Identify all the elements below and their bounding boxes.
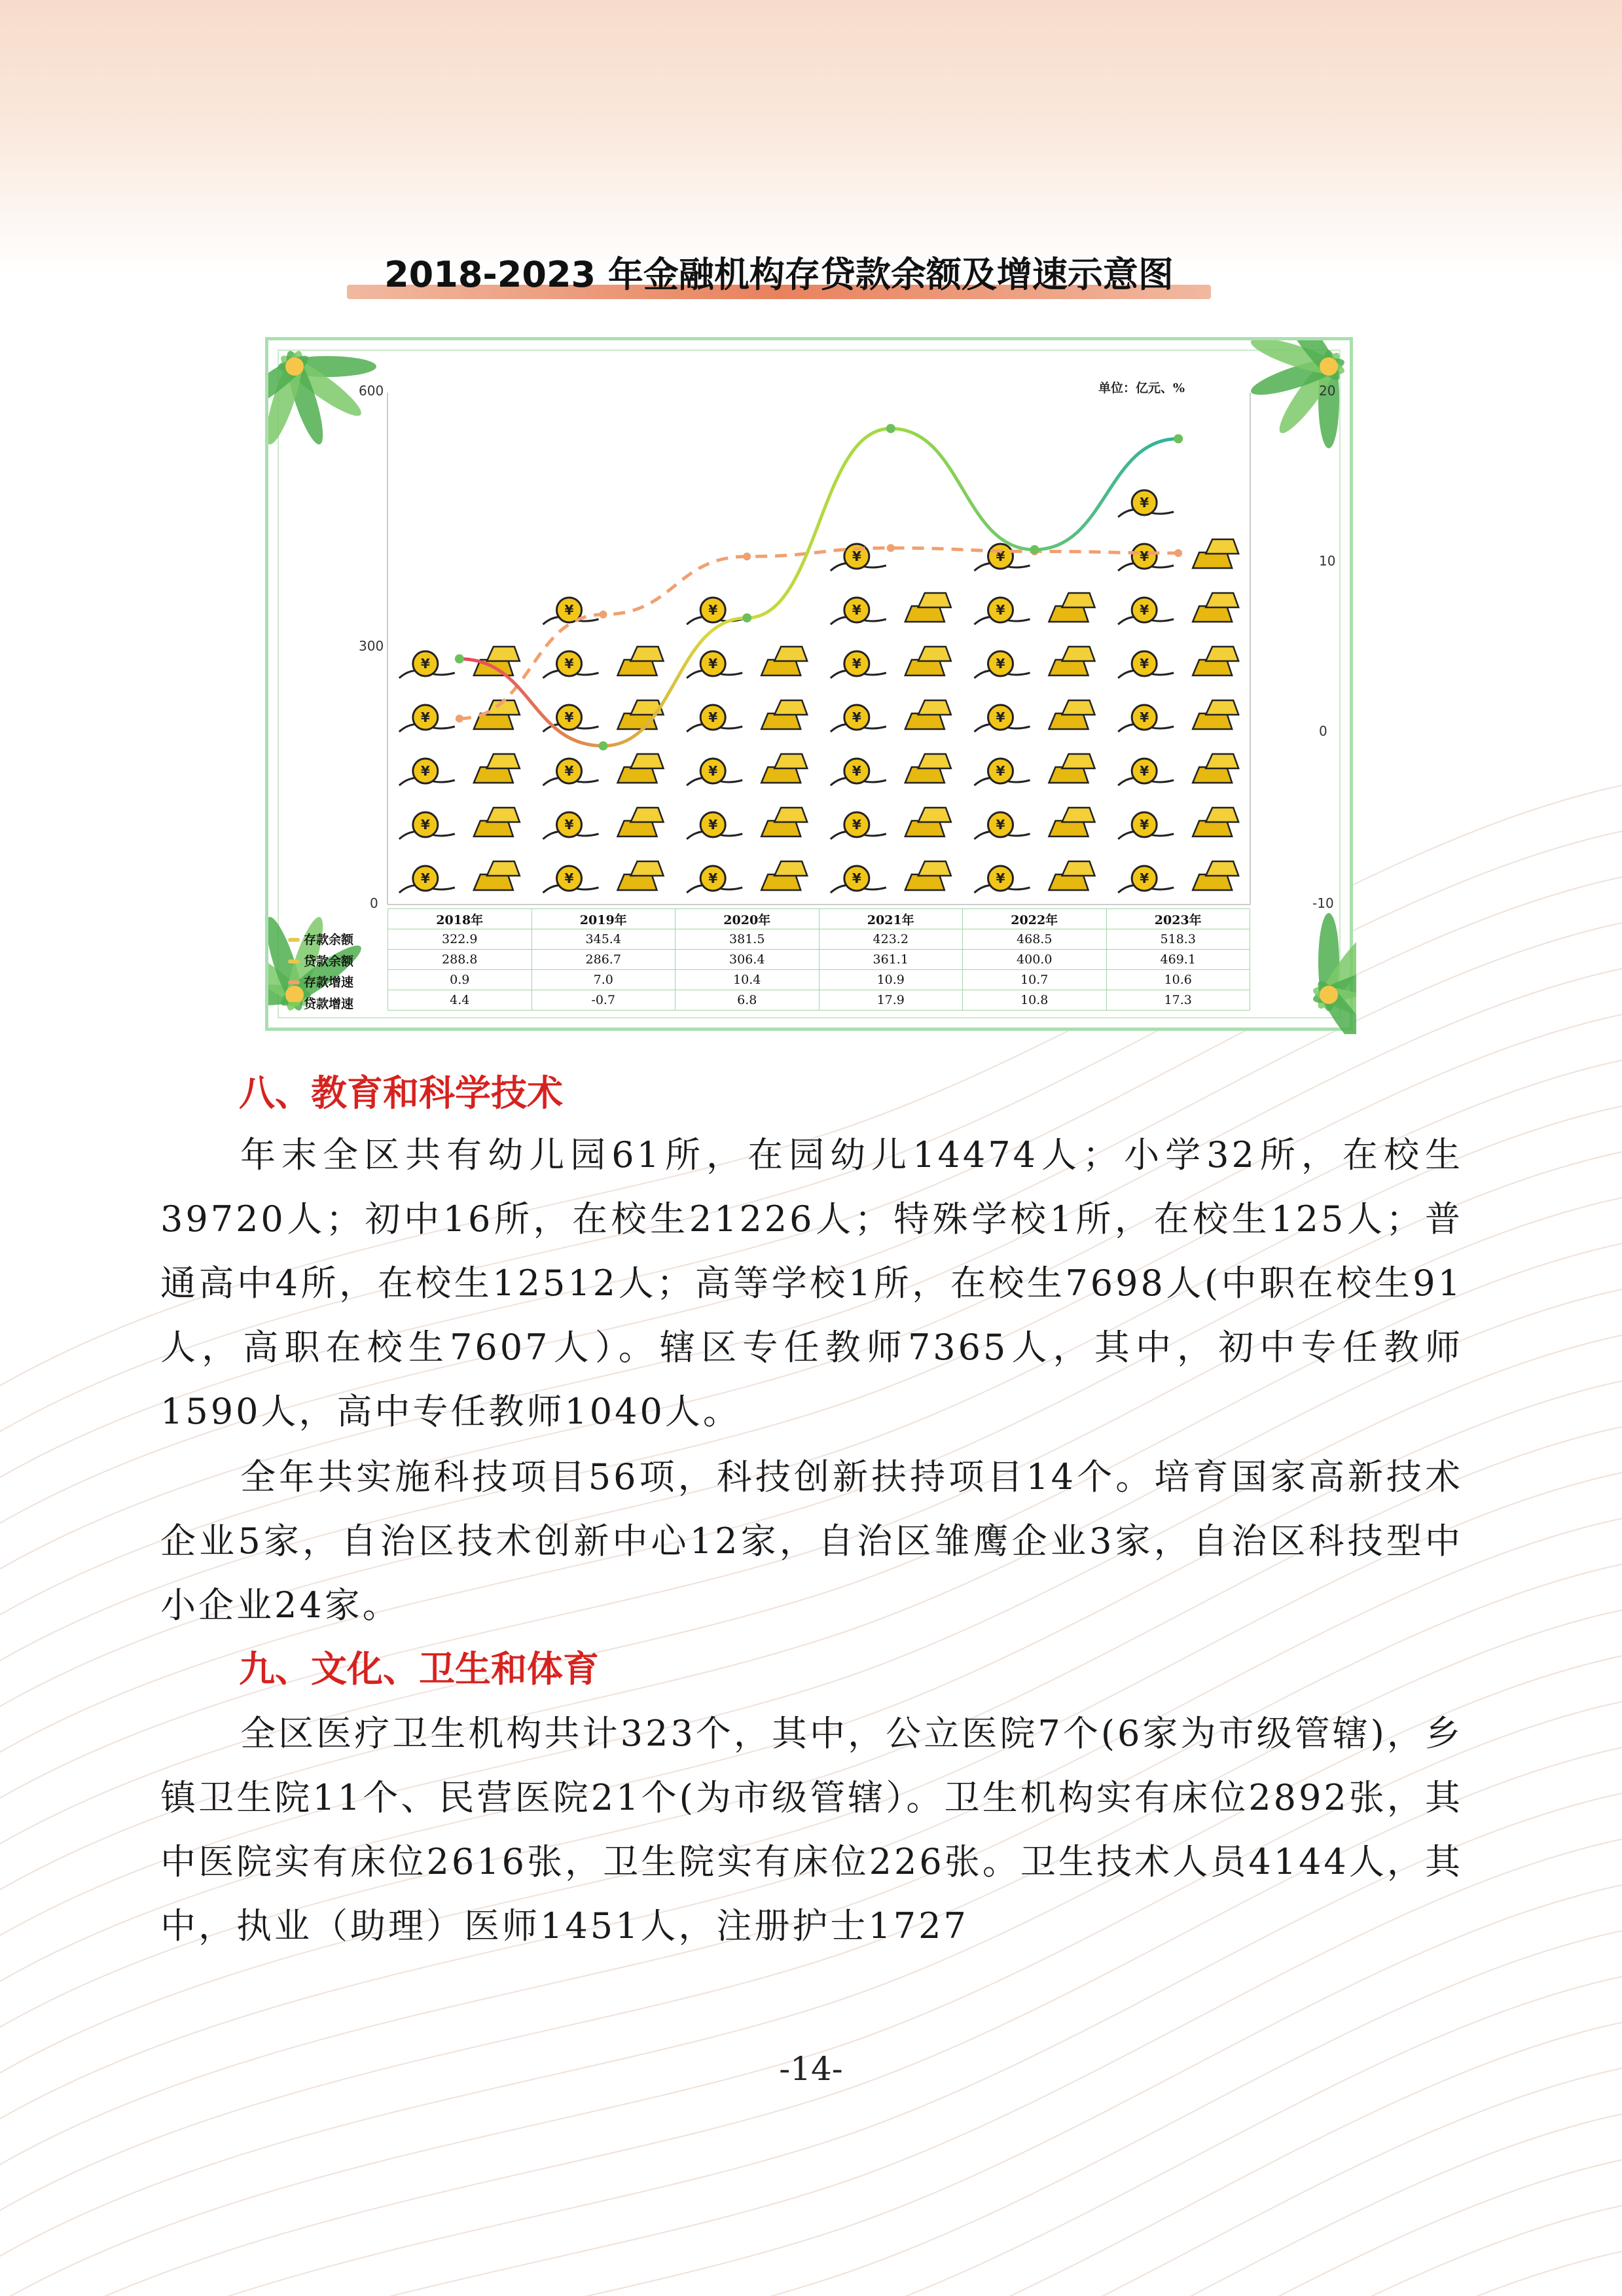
bar-loan xyxy=(761,647,807,890)
left-axis-tick: 600 xyxy=(359,383,384,399)
gold-bar-icon xyxy=(1193,713,1232,729)
yen-icon: ¥ xyxy=(852,817,861,833)
table-cell: 288.8 xyxy=(388,950,532,970)
data-point-loan-growth xyxy=(886,424,895,433)
gold-bar-icon xyxy=(631,808,664,822)
table-cell: 400.0 xyxy=(963,950,1107,970)
bar-loan xyxy=(905,593,951,890)
gold-bar-icon xyxy=(774,647,807,661)
gold-bar-icon xyxy=(1206,861,1238,876)
gold-bar-icon xyxy=(905,713,945,729)
legend-marker xyxy=(288,980,300,984)
yen-icon: ¥ xyxy=(708,709,718,725)
wave-line xyxy=(0,1977,1622,2296)
gold-bar-icon xyxy=(618,874,657,890)
gold-bar-icon xyxy=(1049,606,1089,622)
data-point-loan-growth xyxy=(742,613,751,622)
gold-bar-icon xyxy=(761,767,801,783)
yen-icon: ¥ xyxy=(996,709,1005,725)
yen-icon: ¥ xyxy=(420,656,430,672)
table-cell: 322.9 xyxy=(388,929,532,950)
chart-frame xyxy=(265,337,1353,1031)
legend-marker xyxy=(288,938,300,942)
gold-bar-icon xyxy=(918,593,951,607)
gold-bar-icon xyxy=(1062,593,1095,607)
left-axis-tick: 0 xyxy=(370,895,378,911)
yen-icon: ¥ xyxy=(852,870,861,886)
gold-bar-icon xyxy=(618,821,657,836)
section-heading-education: 八、教育和科学技术 xyxy=(239,1072,564,1114)
row-label-text: 存款增速 xyxy=(304,975,354,990)
yen-icon: ¥ xyxy=(420,817,430,833)
right-axis-tick: 0 xyxy=(1319,723,1327,739)
yen-icon: ¥ xyxy=(564,602,574,618)
table-cell: 381.5 xyxy=(676,929,820,950)
right-axis-tick: -10 xyxy=(1312,895,1334,911)
yen-icon: ¥ xyxy=(996,602,1005,618)
gold-bar-icon xyxy=(487,861,520,876)
gold-bar-icon xyxy=(918,700,951,715)
paragraph-health: 全区医疗卫生机构共计323个，其中，公立医院7个(6家为市级管辖)，乡镇卫生院11个、民营医院21个(为市级管辖）。卫生机构实有床位2892张，其中医院实有床位2616张，卫生院实有床位226张。卫生技术人员4144人，其中，执业（助理）医师1451人，注册护士1727 xyxy=(160,1713,1463,1946)
table-cell: 306.4 xyxy=(676,950,820,970)
table-header: 2019年 xyxy=(532,909,676,929)
gold-bar-icon xyxy=(1193,821,1232,836)
bar-loan xyxy=(618,647,664,890)
legend-marker xyxy=(288,960,300,963)
gold-bar-icon xyxy=(1206,647,1238,661)
yen-icon: ¥ xyxy=(1140,763,1149,779)
data-point-deposit-growth xyxy=(600,611,607,619)
yen-icon: ¥ xyxy=(1140,495,1149,511)
yen-icon: ¥ xyxy=(564,656,574,672)
yen-icon: ¥ xyxy=(852,709,861,725)
wave-line xyxy=(0,1931,1622,2296)
yen-icon: ¥ xyxy=(708,602,718,618)
gold-bar-icon xyxy=(918,754,951,768)
right-axis-tick: 10 xyxy=(1319,553,1336,569)
gold-bar-icon xyxy=(761,660,801,675)
table-row xyxy=(388,970,1250,990)
table-cell: 468.5 xyxy=(963,929,1107,950)
gold-bar-icon xyxy=(918,647,951,661)
gold-bar-icon xyxy=(474,767,513,783)
gold-bar-icon xyxy=(774,754,807,768)
table-cell: 7.0 xyxy=(532,970,676,990)
paragraph-science: 全年共实施科技项目56项，科技创新扶持项目14个。培育国家高新技术企业5家，自治区技术创新中心12家，自治区雏鹰企业3家，自治区科技型中小企业24家。 xyxy=(160,1456,1463,1626)
gold-bar-icon xyxy=(905,874,945,890)
table-header-row xyxy=(388,909,1250,929)
gold-bar-icon xyxy=(1062,700,1095,715)
table-cell: 6.8 xyxy=(676,990,820,1011)
table-cell: 10.8 xyxy=(963,990,1107,1011)
corner-leaf-decoration xyxy=(1310,913,1356,1034)
legend-marker xyxy=(288,1002,300,1006)
yen-icon: ¥ xyxy=(564,817,574,833)
gold-bar-icon xyxy=(905,606,945,622)
gold-bar-icon xyxy=(487,808,520,822)
data-point-deposit-growth xyxy=(456,715,463,723)
gold-bar-icon xyxy=(1193,660,1232,675)
table-header: 2020年 xyxy=(676,909,820,929)
gold-bar-icon xyxy=(631,754,664,768)
gold-bar-icon xyxy=(774,700,807,715)
gold-bar-icon xyxy=(1062,808,1095,822)
gold-bar-icon xyxy=(1062,754,1095,768)
gold-bar-icon xyxy=(761,821,801,836)
row-label xyxy=(288,929,387,951)
yen-icon: ¥ xyxy=(852,548,861,564)
table-cell: 423.2 xyxy=(819,929,963,950)
data-point-deposit-growth xyxy=(743,552,751,560)
yen-icon: ¥ xyxy=(420,763,430,779)
table-cell: 10.4 xyxy=(676,970,820,990)
gold-bar-icon xyxy=(761,874,801,890)
table-cell: 469.1 xyxy=(1106,950,1250,970)
data-point-loan-growth xyxy=(1174,434,1183,443)
gold-bar-icon xyxy=(1206,539,1238,554)
gold-bar-icon xyxy=(774,808,807,822)
yen-icon: ¥ xyxy=(852,763,861,779)
gold-bar-icon xyxy=(618,767,657,783)
yen-icon: ¥ xyxy=(1140,548,1149,564)
yen-icon: ¥ xyxy=(564,870,574,886)
table-cell: 10.9 xyxy=(819,970,963,990)
bar-deposit xyxy=(1118,490,1174,893)
series-line-deposit-growth xyxy=(460,548,1178,719)
gold-bar-icon xyxy=(905,660,945,675)
bar-deposit xyxy=(687,598,742,893)
gold-bar-icon xyxy=(774,861,807,876)
table-row xyxy=(388,929,1250,950)
row-label-text: 贷款增速 xyxy=(304,996,354,1011)
table-cell: 286.7 xyxy=(532,950,676,970)
gold-bar-icon xyxy=(631,647,664,661)
row-label xyxy=(288,994,387,1015)
data-point-loan-growth xyxy=(1030,545,1039,554)
gold-bar-icon xyxy=(487,754,520,768)
left-axis-tick: 300 xyxy=(359,638,384,654)
table-header: 2018年 xyxy=(388,909,532,929)
table-cell: 17.3 xyxy=(1106,990,1250,1011)
yen-icon: ¥ xyxy=(1140,656,1149,672)
table-cell: 10.7 xyxy=(963,970,1107,990)
section-heading-culture-health: 九、文化、卫生和体育 xyxy=(239,1648,600,1690)
yen-icon: ¥ xyxy=(1140,817,1149,833)
yen-icon: ¥ xyxy=(708,817,718,833)
yen-icon: ¥ xyxy=(708,763,718,779)
yen-icon: ¥ xyxy=(996,656,1005,672)
gold-bar-icon xyxy=(631,861,664,876)
gold-bar-icon xyxy=(1049,767,1089,783)
yen-icon: ¥ xyxy=(996,870,1005,886)
yen-icon: ¥ xyxy=(420,709,430,725)
yen-icon: ¥ xyxy=(1140,602,1149,618)
bar-deposit xyxy=(975,544,1030,893)
yen-icon: ¥ xyxy=(996,548,1005,564)
yen-icon: ¥ xyxy=(852,602,861,618)
yen-icon: ¥ xyxy=(1140,870,1149,886)
gold-bar-icon xyxy=(918,808,951,822)
table-header: 2023年 xyxy=(1106,909,1250,929)
yen-icon: ¥ xyxy=(564,763,574,779)
gold-bar-icon xyxy=(1206,808,1238,822)
wave-line xyxy=(0,2206,1622,2296)
gold-bar-icon xyxy=(1206,754,1238,768)
bar-deposit xyxy=(831,544,886,893)
gold-bar-icon xyxy=(474,821,513,836)
table-cell: 361.1 xyxy=(819,950,963,970)
data-point-deposit-growth xyxy=(1174,549,1182,557)
gold-bar-icon xyxy=(1062,861,1095,876)
yen-icon: ¥ xyxy=(996,817,1005,833)
gold-bar-icon xyxy=(1206,700,1238,715)
yen-icon: ¥ xyxy=(996,763,1005,779)
gold-bar-icon xyxy=(1062,647,1095,661)
gold-bar-icon xyxy=(1193,552,1232,568)
wave-line xyxy=(0,2251,1622,2296)
chart-title: 2018-2023 年金融机构存贷款余额及增速示意图 xyxy=(384,254,1174,295)
chart-data-table xyxy=(387,908,1250,1011)
table-header: 2022年 xyxy=(963,909,1107,929)
gold-bar-icon xyxy=(905,821,945,836)
wave-line xyxy=(0,2114,1622,2296)
bar-loan xyxy=(1193,539,1238,890)
row-label xyxy=(288,972,387,994)
table-cell: 4.4 xyxy=(388,990,532,1011)
table-cell: 345.4 xyxy=(532,929,676,950)
bar-deposit xyxy=(399,651,455,893)
gold-bar-icon xyxy=(1049,660,1089,675)
table-header: 2021年 xyxy=(819,909,963,929)
table-cell: -0.7 xyxy=(532,990,676,1011)
gold-bar-icon xyxy=(1049,874,1089,890)
series-line-loan-growth xyxy=(460,429,1178,746)
yen-icon: ¥ xyxy=(852,656,861,672)
chart-unit: 单位：亿元、% xyxy=(1098,381,1185,395)
flower-icon xyxy=(1320,986,1338,1004)
row-label-text: 贷款余额 xyxy=(304,954,354,969)
gold-bar-icon xyxy=(905,767,945,783)
table-cell: 10.6 xyxy=(1106,970,1250,990)
page-number: -14- xyxy=(779,2050,843,2088)
bar-loan xyxy=(1049,593,1095,890)
wave-line xyxy=(0,2068,1622,2296)
paragraph-education: 年末全区共有幼儿园61所，在园幼儿14474人；小学32所，在校生39720人；初中16所，在校生21226人；特殊学校1所，在校生125人；普通高中4所，在校生12512人；高等学校1所，在校生7698人(中职在校生91人，高职在校生7607人）。辖区专任教师7365人，其中，初中专任教师1590人，高中专任教师1040人。 xyxy=(160,1134,1463,1432)
flower-icon xyxy=(285,357,304,376)
gold-bar-icon xyxy=(918,861,951,876)
yen-icon: ¥ xyxy=(1140,709,1149,725)
gold-bar-icon xyxy=(487,647,520,661)
table-cell: 17.9 xyxy=(819,990,963,1011)
yen-icon: ¥ xyxy=(564,709,574,725)
table-cell: 518.3 xyxy=(1106,929,1250,950)
table-row-labels xyxy=(288,929,387,1014)
gold-bar-icon xyxy=(618,660,657,675)
row-label-text: 存款余额 xyxy=(304,933,354,947)
gold-bar-icon xyxy=(1206,593,1238,607)
yen-icon: ¥ xyxy=(420,870,430,886)
gold-bar-icon xyxy=(1049,713,1089,729)
table-row xyxy=(388,950,1250,970)
chart-title-bar xyxy=(347,252,1211,312)
data-point-deposit-growth xyxy=(887,544,895,552)
gold-bar-icon xyxy=(1193,874,1232,890)
row-label xyxy=(288,951,387,973)
table-row xyxy=(388,990,1250,1011)
wave-line xyxy=(0,2160,1622,2296)
yen-icon: ¥ xyxy=(708,870,718,886)
data-point-loan-growth xyxy=(599,742,608,751)
gold-bar-icon xyxy=(1049,821,1089,836)
table-cell: 0.9 xyxy=(388,970,532,990)
gold-bar-icon xyxy=(761,713,801,729)
gold-bar-icon xyxy=(474,874,513,890)
right-axis-tick: 20 xyxy=(1319,383,1336,399)
gold-bar-icon xyxy=(1193,767,1232,783)
data-point-loan-growth xyxy=(455,655,464,664)
flower-icon xyxy=(1320,357,1338,376)
gold-bar-icon xyxy=(1193,606,1232,622)
yen-icon: ¥ xyxy=(708,656,718,672)
